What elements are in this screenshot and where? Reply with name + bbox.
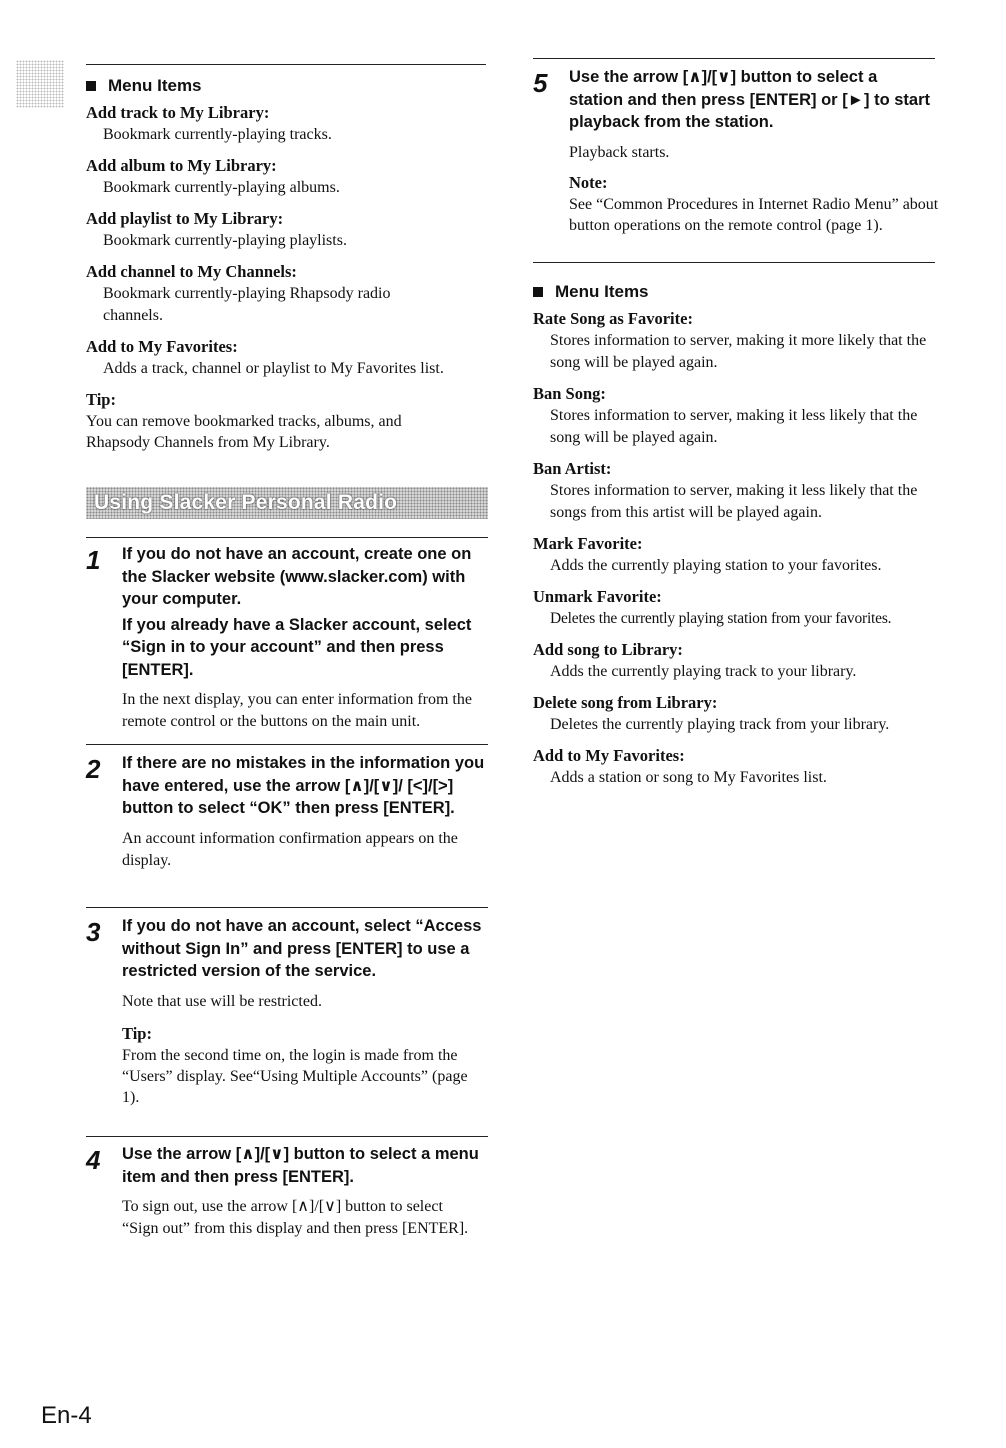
- step-number: 5: [533, 68, 548, 98]
- step-body: In the next display, you can enter information from the remote control or the buttons on the main unit.: [122, 691, 472, 730]
- menu-item-desc: Deletes the currently playing station from your favorites.: [550, 610, 892, 627]
- section-divider: [533, 262, 935, 263]
- step-divider: [86, 1136, 488, 1137]
- step-number: 1: [86, 545, 101, 575]
- step-title: If you do not have an account, select “Access without Sign In” and press [ENTER] to use a restricted version of the service.: [122, 917, 482, 980]
- square-bullet-icon: [86, 81, 96, 91]
- menu-item-desc: Stores information to server, making it less likely that the song will be played again.: [550, 407, 918, 446]
- step-body: Note that use will be restricted.: [122, 992, 322, 1010]
- menu-item-term: Ban Artist:: [533, 459, 612, 478]
- step-title: If there are no mistakes in the information you have entered, use the arrow [∧]/[∨]/ [<]/[>] button to select “OK” then press [ENTER].: [122, 754, 485, 817]
- menu-item-term: Rate Song as Favorite:: [533, 309, 693, 328]
- step-note: [569, 172, 939, 236]
- step-tip: [122, 1023, 488, 1108]
- tip-text: From the second time on, the login is made from the “Users” display. See“Using Multiple Accounts” (page 1).: [122, 1046, 468, 1106]
- step-title: If you do not have an account, create one on the Slacker website (www.slacker.com) with your computer.: [122, 545, 472, 608]
- step-2: [86, 752, 488, 872]
- menu-item-desc: Bookmark currently-playing playlists.: [103, 232, 347, 249]
- menu-item-term: Add song to Library:: [533, 640, 683, 659]
- step-3: [86, 915, 488, 1108]
- step-number: 4: [86, 1145, 101, 1175]
- step-divider: [86, 537, 488, 538]
- menu-item-desc: Adds a track, channel or playlist to My Favorites list.: [103, 360, 444, 377]
- tip-label: Tip:: [86, 390, 116, 409]
- tip-label: Tip:: [122, 1023, 152, 1043]
- left-menu-section: [86, 76, 488, 453]
- menu-item-term: Add album to My Library:: [86, 156, 277, 175]
- step-title: Use the arrow [∧]/[∨] button to select a menu item and then press [ENTER].: [122, 1145, 479, 1186]
- menu-item-term: Mark Favorite:: [533, 534, 643, 553]
- menu-item-term: Add to My Favorites:: [533, 746, 685, 765]
- square-bullet-icon: [533, 287, 543, 297]
- menu-item-desc: Deletes the currently playing track from your library.: [550, 716, 890, 733]
- step-4: [86, 1143, 488, 1240]
- step-5: [533, 66, 939, 236]
- step-divider: [86, 907, 488, 908]
- top-rule-right: [533, 58, 935, 59]
- menu-item-desc: Bookmark currently-playing Rhapsody radio channels.: [103, 285, 391, 324]
- menu-item-desc: Bookmark currently-playing albums.: [103, 179, 340, 196]
- menu-item-term: Ban Song:: [533, 384, 606, 403]
- step-divider: [86, 744, 488, 745]
- section-banner: Using Slacker Personal Radio: [86, 487, 488, 519]
- note-label: Note:: [569, 172, 608, 192]
- menu-item-desc: Stores information to server, making it more likely that the song will be played again.: [550, 332, 927, 371]
- step-title: Use the arrow [∧]/[∨] button to select a station and then press [ENTER] or [►] to start playback from the station.: [569, 68, 931, 131]
- menu-item-term: Add channel to My Channels:: [86, 262, 297, 281]
- menu-item-term: Add track to My Library:: [86, 103, 270, 122]
- menu-item-desc: Adds the currently playing station to your favorites.: [550, 557, 882, 574]
- menu-item-term: Unmark Favorite:: [533, 587, 662, 606]
- menu-item-term: Delete song from Library:: [533, 693, 718, 712]
- step-body: Playback starts.: [569, 143, 670, 161]
- menu-item-desc: Adds a station or song to My Favorites list.: [550, 769, 827, 786]
- right-menu-list: [533, 308, 943, 789]
- menu-item-term: Add to My Favorites:: [86, 337, 238, 356]
- tip-text: You can remove bookmarked tracks, albums, and Rhapsody Channels from My Library.: [86, 413, 402, 451]
- right-menu-heading: Menu Items: [533, 282, 943, 302]
- left-menu-heading: Menu Items: [86, 76, 488, 96]
- menu-item-desc: Bookmark currently-playing tracks.: [103, 126, 332, 143]
- menu-item-desc: Stores information to server, making it less likely that the songs from this artist will be played again.: [550, 482, 918, 521]
- page-number: En-4: [41, 1402, 92, 1429]
- step-title: If you already have a Slacker account, select “Sign in to your account” and then press [ENTER].: [122, 615, 472, 679]
- menu-item-desc: Adds the currently playing track to your library.: [550, 663, 857, 680]
- step-1: [86, 543, 488, 733]
- menu-item-term: Add playlist to My Library:: [86, 209, 284, 228]
- corner-decoration: [16, 60, 64, 108]
- note-text: See “Common Procedures in Internet Radio Menu” about button operations on the remote control (page 1).: [569, 195, 939, 234]
- step-body: To sign out, use the arrow [∧]/[∨] button to select “Sign out” from this display and then press [ENTER].: [122, 1198, 469, 1237]
- step-number: 3: [86, 917, 101, 947]
- right-menu-section: [533, 282, 943, 798]
- top-rule-left: [86, 64, 486, 65]
- step-body: An account information confirmation appears on the display.: [122, 829, 458, 869]
- left-menu-list: [86, 102, 488, 380]
- step-number: 2: [86, 754, 101, 784]
